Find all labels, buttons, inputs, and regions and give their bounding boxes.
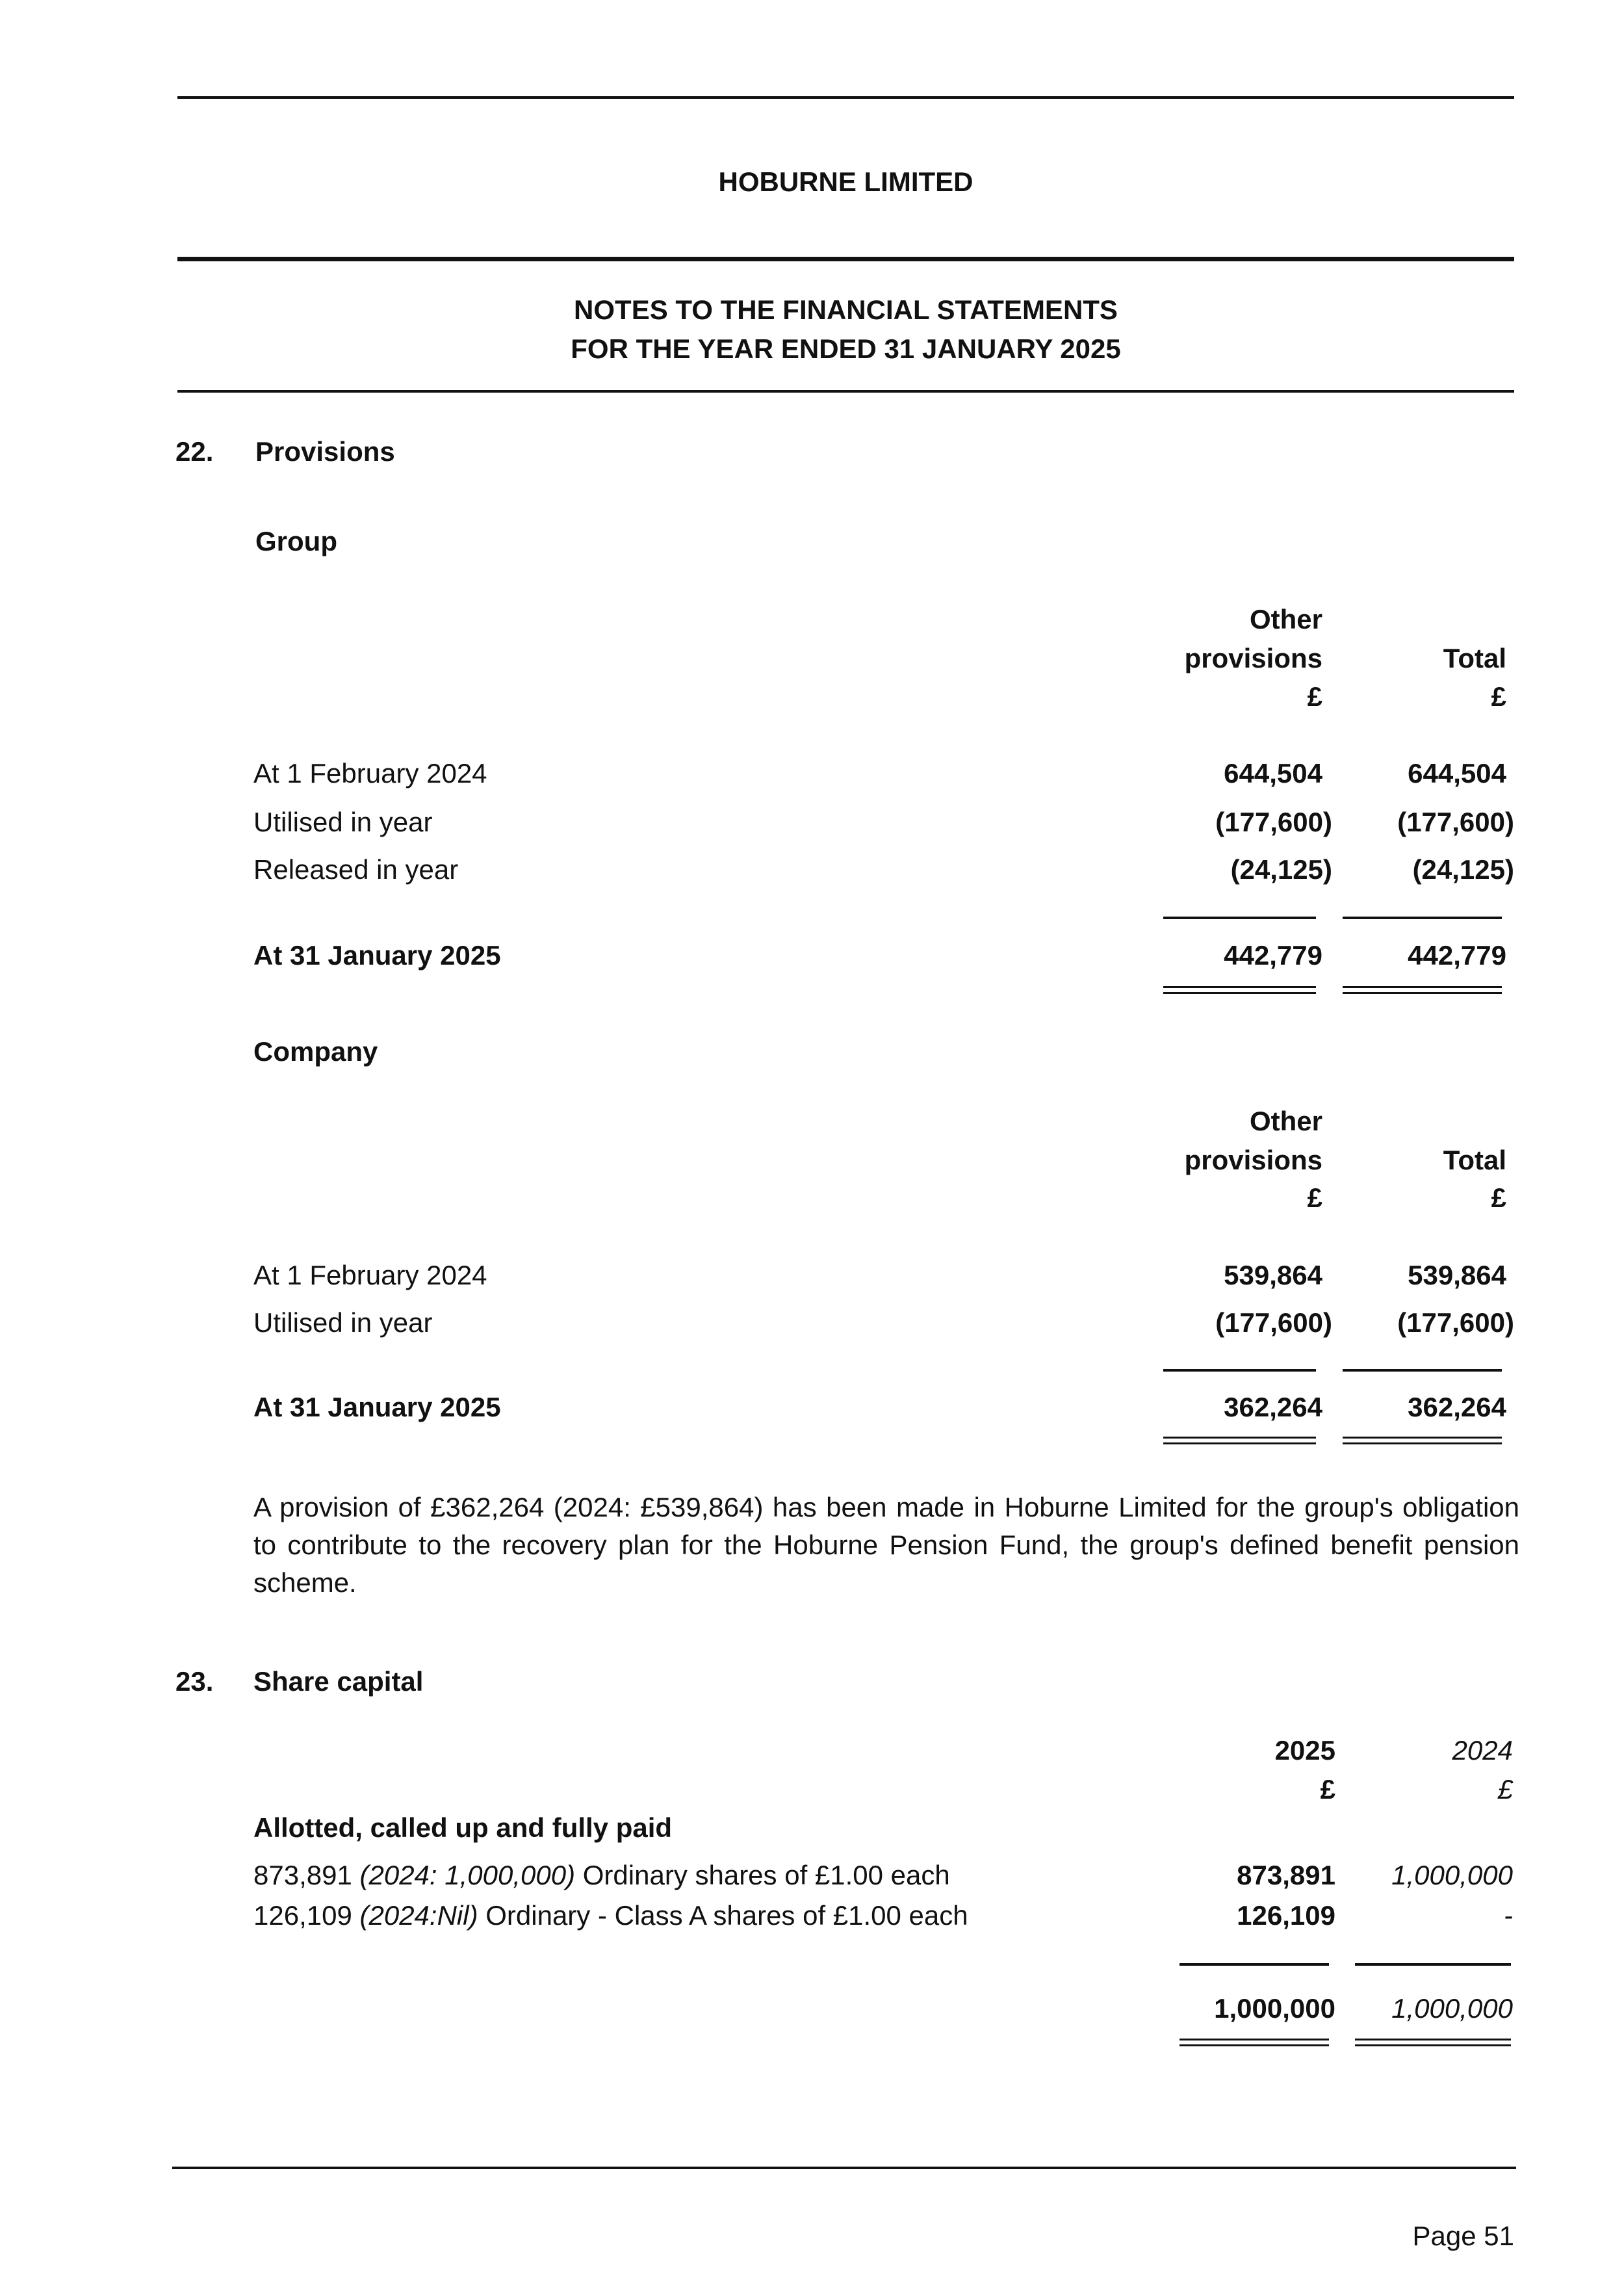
period-title: FOR THE YEAR ENDED 31 JANUARY 2025	[571, 333, 1121, 364]
share-double-rule-2024-2	[1355, 2044, 1511, 2046]
company-col-other-line1: Other	[1249, 1106, 1322, 1136]
share-subheading: Allotted, called up and fully paid	[253, 1812, 673, 1843]
share-subtotal-rule-2024	[1355, 1963, 1511, 1966]
note23-title: Share capital	[253, 1666, 424, 1697]
company-closing-other: 362,264	[1224, 1392, 1322, 1422]
company-closing-total: 362,264	[1408, 1392, 1506, 1422]
company-row-label: At 1 February 2024	[253, 1260, 487, 1290]
note22-title: Provisions	[255, 436, 395, 467]
company-col-other-line2: provisions	[1184, 1145, 1322, 1175]
share-subtotal-rule-2025	[1179, 1963, 1329, 1966]
top-rule	[177, 96, 1514, 99]
company-row-other: 539,864	[1224, 1260, 1322, 1290]
group-closing-total: 442,779	[1408, 940, 1506, 971]
group-row-total: 644,504	[1408, 758, 1506, 789]
company-name: HOBURNE LIMITED	[718, 166, 973, 197]
share-total-2024: 1,000,000	[1391, 1993, 1513, 2024]
note23-number: 23.	[175, 1666, 214, 1697]
company-double-rule-total-1	[1343, 1437, 1502, 1439]
note22-number: 22.	[175, 436, 214, 467]
company-col-total-line2: Total	[1443, 1145, 1506, 1175]
group-heading: Group	[255, 526, 337, 556]
company-subtotal-rule-total	[1343, 1369, 1502, 1372]
group-double-rule-other-1	[1163, 986, 1316, 988]
group-col-other-line1: Other	[1249, 604, 1322, 634]
share-row-description: Ordinary shares of £1.00 each	[582, 1860, 950, 1890]
share-row-count: 126,109	[253, 1900, 352, 1931]
group-row-label: Utilised in year	[253, 807, 433, 837]
company-heading: Company	[253, 1036, 378, 1067]
group-col-other-currency: £	[1307, 681, 1322, 712]
company-closing-label: At 31 January 2025	[253, 1392, 501, 1422]
company-double-rule-other-2	[1163, 1442, 1316, 1444]
footer-rule	[172, 2167, 1516, 2169]
share-row-2024: 1,000,000	[1391, 1860, 1513, 1890]
company-row-other: (177,600)	[1215, 1307, 1332, 1338]
company-double-rule-other-1	[1163, 1437, 1316, 1439]
group-row-other: (177,600)	[1215, 807, 1332, 837]
group-closing-other: 442,779	[1224, 940, 1322, 971]
share-row-2025: 126,109	[1237, 1900, 1335, 1931]
share-double-rule-2025-2	[1179, 2044, 1329, 2046]
share-row-desc	[253, 1859, 950, 1892]
header-thick-rule	[177, 257, 1514, 261]
company-row-label: Utilised in year	[253, 1307, 433, 1338]
company-col-other-currency: £	[1307, 1182, 1322, 1213]
share-row-2025: 873,891	[1237, 1860, 1335, 1890]
share-col-2024-currency: £	[1497, 1774, 1513, 1805]
group-row-label: Released in year	[253, 854, 459, 885]
group-double-rule-other-2	[1163, 992, 1316, 994]
share-double-rule-2025-1	[1179, 2039, 1329, 2040]
group-double-rule-total-1	[1343, 986, 1502, 988]
share-col-2025-currency: £	[1320, 1774, 1335, 1805]
share-row-prior: (2024:Nil)	[359, 1900, 478, 1931]
share-row-count: 873,891	[253, 1860, 352, 1890]
group-closing-label: At 31 January 2025	[253, 940, 501, 971]
share-row-desc	[253, 1899, 968, 1932]
share-row-prior: (2024: 1,000,000)	[359, 1860, 576, 1890]
share-double-rule-2024-1	[1355, 2039, 1511, 2040]
provision-note-paragraph: A provision of £362,264 (2024: £539,864) has been made in Hoburne Limited for the group's obligation to contribute to the recovery plan for the Hoburne Pension Fund, the group's defined benefit pension scheme.	[253, 1492, 1519, 1598]
company-col-total-currency: £	[1491, 1182, 1506, 1213]
notes-title: NOTES TO THE FINANCIAL STATEMENTS	[574, 294, 1118, 325]
share-row-description: Ordinary - Class A shares of £1.00 each	[485, 1900, 968, 1931]
company-row-total: 539,864	[1408, 1260, 1506, 1290]
group-row-total: (24,125)	[1412, 854, 1514, 885]
group-double-rule-total-2	[1343, 992, 1502, 994]
share-row-2024: -	[1504, 1900, 1513, 1931]
share-col-2025-year: 2025	[1274, 1735, 1335, 1766]
page-number: Page 51	[1412, 2221, 1514, 2251]
group-row-other: 644,504	[1224, 758, 1322, 789]
company-row-total: (177,600)	[1397, 1307, 1514, 1338]
company-subtotal-rule-other	[1163, 1369, 1316, 1372]
header-bottom-rule	[177, 390, 1514, 393]
group-subtotal-rule-total	[1343, 917, 1502, 919]
group-col-total-currency: £	[1491, 681, 1506, 712]
group-col-other-line2: provisions	[1184, 643, 1322, 673]
group-col-total-line2: Total	[1443, 643, 1506, 673]
group-subtotal-rule-other	[1163, 917, 1316, 919]
share-total-2025: 1,000,000	[1214, 1993, 1335, 2024]
company-double-rule-total-2	[1343, 1442, 1502, 1444]
share-col-2024-year: 2024	[1452, 1735, 1513, 1766]
group-row-other: (24,125)	[1230, 854, 1332, 885]
group-row-label: At 1 February 2024	[253, 758, 487, 789]
group-row-total: (177,600)	[1397, 807, 1514, 837]
